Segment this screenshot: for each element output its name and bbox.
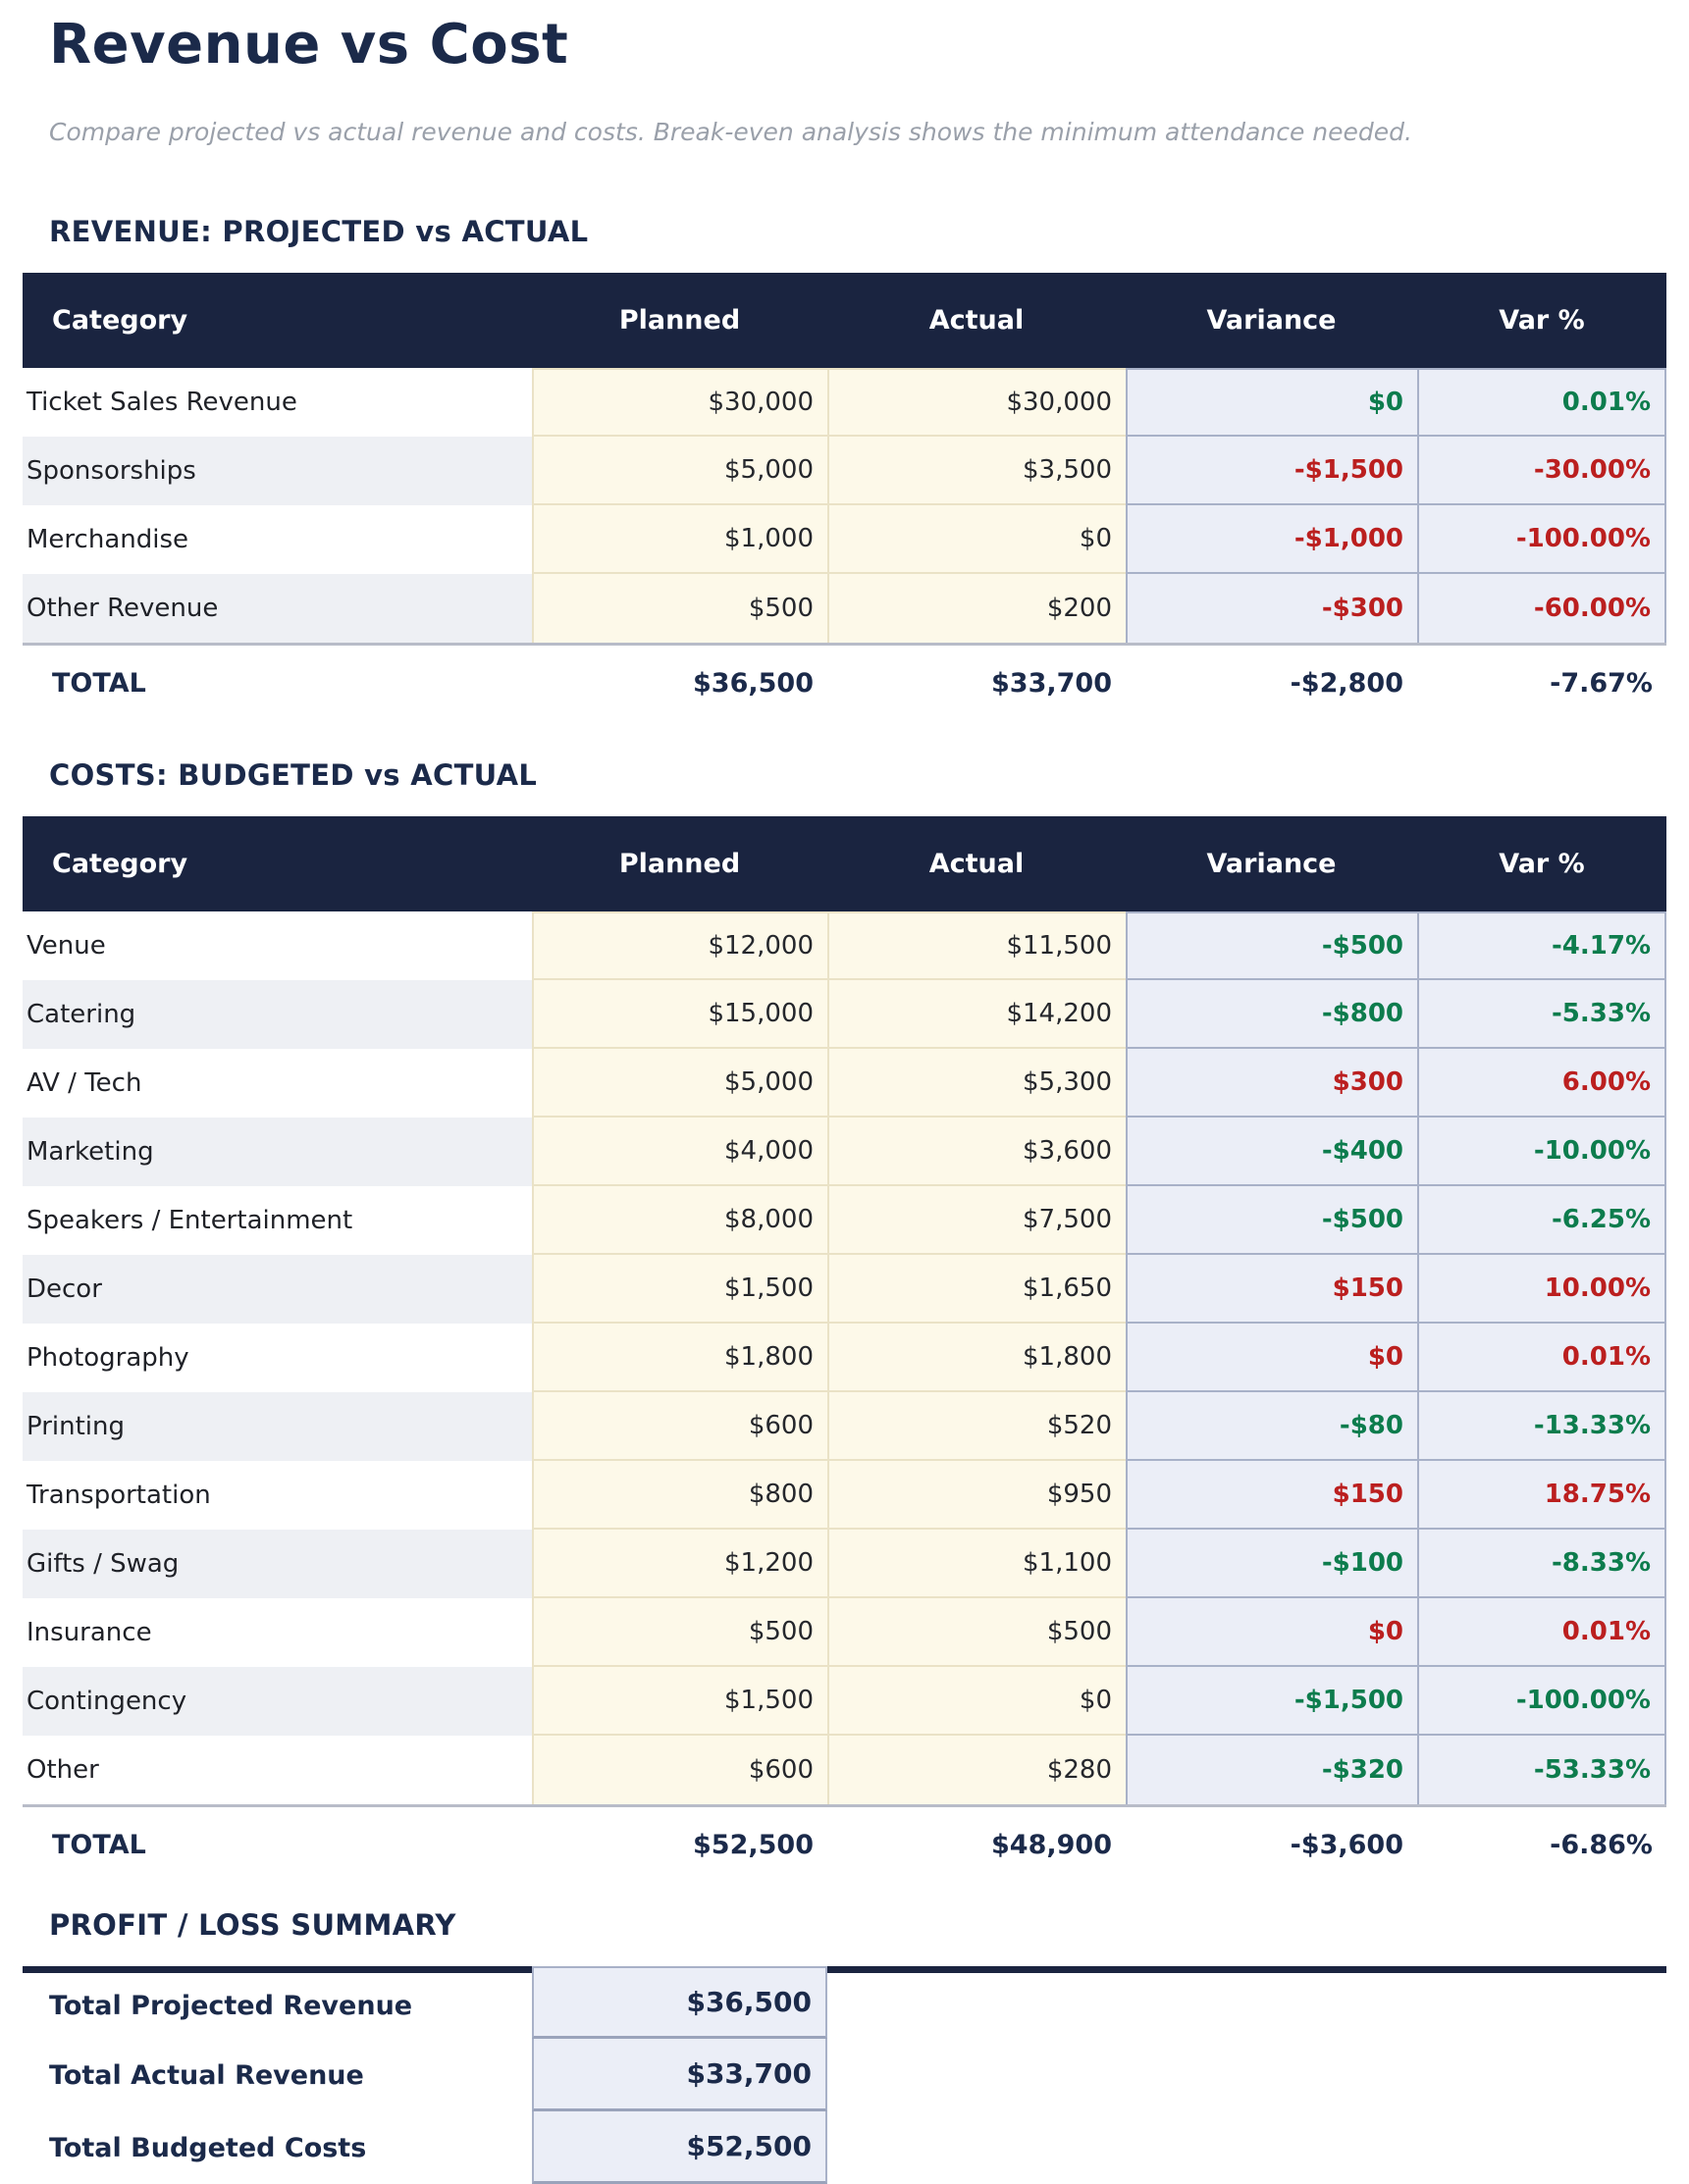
planned-cell: $1,500 bbox=[532, 1255, 827, 1324]
variance-cell: -$1,000 bbox=[1126, 505, 1417, 574]
summary-section-heading: PROFIT / LOSS SUMMARY bbox=[49, 1908, 456, 1943]
category-cell: Sponsorships bbox=[23, 437, 532, 505]
column-header-actual: Actual bbox=[827, 816, 1126, 911]
table-row bbox=[23, 437, 1666, 505]
total-planned: $36,500 bbox=[532, 643, 827, 721]
var-pct-cell: 10.00% bbox=[1417, 1255, 1666, 1324]
planned-cell: $1,000 bbox=[532, 505, 827, 574]
variance-cell: -$80 bbox=[1126, 1392, 1417, 1461]
column-header-category: Category bbox=[23, 816, 532, 911]
total-var-pct: -6.86% bbox=[1417, 1804, 1666, 1883]
planned-cell: $1,800 bbox=[532, 1324, 827, 1392]
column-header-category: Category bbox=[23, 273, 532, 368]
category-cell: Catering bbox=[23, 980, 532, 1049]
category-cell: Gifts / Swag bbox=[23, 1530, 532, 1598]
table-row bbox=[23, 1736, 1666, 1804]
actual-cell: $1,650 bbox=[827, 1255, 1126, 1324]
var-pct-cell: -6.25% bbox=[1417, 1186, 1666, 1255]
actual-cell: $7,500 bbox=[827, 1186, 1126, 1255]
var-pct-cell: -60.00% bbox=[1417, 574, 1666, 643]
page-title: Revenue vs Cost bbox=[49, 13, 569, 77]
column-header-planned: Planned bbox=[532, 816, 827, 911]
column-header-planned: Planned bbox=[532, 273, 827, 368]
var-pct-cell: -53.33% bbox=[1417, 1736, 1666, 1804]
actual-cell: $11,500 bbox=[827, 911, 1126, 980]
planned-cell: $1,500 bbox=[532, 1667, 827, 1736]
total-row bbox=[23, 643, 1666, 721]
actual-cell: $30,000 bbox=[827, 368, 1126, 437]
planned-cell: $600 bbox=[532, 1736, 827, 1804]
actual-cell: $0 bbox=[827, 505, 1126, 574]
total-variance: -$3,600 bbox=[1126, 1804, 1417, 1883]
actual-cell: $14,200 bbox=[827, 980, 1126, 1049]
variance-cell: -$300 bbox=[1126, 574, 1417, 643]
costs-section bbox=[23, 758, 1666, 1883]
category-cell: Printing bbox=[23, 1392, 532, 1461]
total-actual: $48,900 bbox=[827, 1804, 1126, 1883]
profit-loss-summary-section bbox=[23, 1908, 1666, 2184]
summary-filler bbox=[827, 2039, 1666, 2111]
revenue-table-header bbox=[23, 273, 1666, 368]
var-pct-cell: 18.75% bbox=[1417, 1461, 1666, 1530]
total-var-pct: -7.67% bbox=[1417, 643, 1666, 721]
planned-cell: $800 bbox=[532, 1461, 827, 1530]
summary-row bbox=[23, 2039, 1666, 2111]
actual-cell: $0 bbox=[827, 1667, 1126, 1736]
table-row bbox=[23, 1667, 1666, 1736]
revenue-table bbox=[23, 273, 1666, 721]
actual-cell: $5,300 bbox=[827, 1049, 1126, 1118]
variance-cell: -$400 bbox=[1126, 1118, 1417, 1186]
costs-section-heading: COSTS: BUDGETED vs ACTUAL bbox=[49, 758, 538, 793]
planned-cell: $500 bbox=[532, 1598, 827, 1667]
costs-table-header bbox=[23, 816, 1666, 911]
planned-cell: $12,000 bbox=[532, 911, 827, 980]
summary-label: Total Projected Revenue bbox=[23, 1966, 532, 2039]
actual-cell: $3,500 bbox=[827, 437, 1126, 505]
table-row bbox=[23, 574, 1666, 643]
category-cell: Insurance bbox=[23, 1598, 532, 1667]
table-row bbox=[23, 1324, 1666, 1392]
var-pct-cell: 0.01% bbox=[1417, 1598, 1666, 1667]
total-actual: $33,700 bbox=[827, 643, 1126, 721]
actual-cell: $950 bbox=[827, 1461, 1126, 1530]
planned-cell: $15,000 bbox=[532, 980, 827, 1049]
variance-cell: -$800 bbox=[1126, 980, 1417, 1049]
variance-cell: -$500 bbox=[1126, 1186, 1417, 1255]
variance-cell: $0 bbox=[1126, 368, 1417, 437]
total-row bbox=[23, 1804, 1666, 1883]
var-pct-cell: 0.01% bbox=[1417, 1324, 1666, 1392]
revenue-section bbox=[23, 215, 1666, 721]
variance-cell: $150 bbox=[1126, 1461, 1417, 1530]
summary-value: $33,700 bbox=[532, 2039, 827, 2111]
category-cell: Decor bbox=[23, 1255, 532, 1324]
actual-cell: $500 bbox=[827, 1598, 1126, 1667]
total-variance: -$2,800 bbox=[1126, 643, 1417, 721]
variance-cell: -$100 bbox=[1126, 1530, 1417, 1598]
category-cell: Transportation bbox=[23, 1461, 532, 1530]
planned-cell: $5,000 bbox=[532, 437, 827, 505]
revenue-section-heading: REVENUE: PROJECTED vs ACTUAL bbox=[49, 215, 589, 249]
actual-cell: $200 bbox=[827, 574, 1126, 643]
actual-cell: $3,600 bbox=[827, 1118, 1126, 1186]
var-pct-cell: 6.00% bbox=[1417, 1049, 1666, 1118]
table-row bbox=[23, 1461, 1666, 1530]
var-pct-cell: -13.33% bbox=[1417, 1392, 1666, 1461]
planned-cell: $30,000 bbox=[532, 368, 827, 437]
total-label: TOTAL bbox=[23, 643, 532, 721]
category-cell: Other bbox=[23, 1736, 532, 1804]
table-row bbox=[23, 911, 1666, 980]
column-header-actual: Actual bbox=[827, 273, 1126, 368]
category-cell: Ticket Sales Revenue bbox=[23, 368, 532, 437]
category-cell: Speakers / Entertainment bbox=[23, 1186, 532, 1255]
summary-value: $36,500 bbox=[532, 1966, 827, 2039]
total-planned: $52,500 bbox=[532, 1804, 827, 1883]
actual-cell: $280 bbox=[827, 1736, 1126, 1804]
actual-cell: $1,800 bbox=[827, 1324, 1126, 1392]
category-cell: AV / Tech bbox=[23, 1049, 532, 1118]
planned-cell: $4,000 bbox=[532, 1118, 827, 1186]
table-row bbox=[23, 1530, 1666, 1598]
category-cell: Marketing bbox=[23, 1118, 532, 1186]
summary-table bbox=[23, 1966, 1666, 2184]
planned-cell: $500 bbox=[532, 574, 827, 643]
costs-table bbox=[23, 816, 1666, 1883]
page-subtitle: Compare projected vs actual revenue and costs. Break-even analysis shows the minimum attendance needed. bbox=[49, 118, 1412, 147]
table-row bbox=[23, 1049, 1666, 1118]
table-row bbox=[23, 1255, 1666, 1324]
variance-cell: -$320 bbox=[1126, 1736, 1417, 1804]
total-label: TOTAL bbox=[23, 1804, 532, 1883]
category-cell: Merchandise bbox=[23, 505, 532, 574]
table-row bbox=[23, 368, 1666, 437]
table-row bbox=[23, 980, 1666, 1049]
planned-cell: $8,000 bbox=[532, 1186, 827, 1255]
table-row bbox=[23, 1186, 1666, 1255]
table-row bbox=[23, 1392, 1666, 1461]
summary-filler bbox=[827, 2111, 1666, 2184]
variance-cell: $300 bbox=[1126, 1049, 1417, 1118]
column-header-var-pct: Var % bbox=[1417, 816, 1666, 911]
planned-cell: $600 bbox=[532, 1392, 827, 1461]
var-pct-cell: -100.00% bbox=[1417, 1667, 1666, 1736]
variance-cell: $150 bbox=[1126, 1255, 1417, 1324]
planned-cell: $5,000 bbox=[532, 1049, 827, 1118]
column-header-var-pct: Var % bbox=[1417, 273, 1666, 368]
table-row bbox=[23, 1118, 1666, 1186]
var-pct-cell: -4.17% bbox=[1417, 911, 1666, 980]
column-header-variance: Variance bbox=[1126, 273, 1417, 368]
summary-value: $52,500 bbox=[532, 2111, 827, 2184]
variance-cell: -$1,500 bbox=[1126, 1667, 1417, 1736]
variance-cell: $0 bbox=[1126, 1324, 1417, 1392]
table-row bbox=[23, 1598, 1666, 1667]
category-cell: Venue bbox=[23, 911, 532, 980]
actual-cell: $520 bbox=[827, 1392, 1126, 1461]
variance-cell: -$500 bbox=[1126, 911, 1417, 980]
summary-filler bbox=[827, 1966, 1666, 2039]
actual-cell: $1,100 bbox=[827, 1530, 1126, 1598]
category-cell: Other Revenue bbox=[23, 574, 532, 643]
column-header-variance: Variance bbox=[1126, 816, 1417, 911]
var-pct-cell: -100.00% bbox=[1417, 505, 1666, 574]
var-pct-cell: -30.00% bbox=[1417, 437, 1666, 505]
category-cell: Contingency bbox=[23, 1667, 532, 1736]
var-pct-cell: -5.33% bbox=[1417, 980, 1666, 1049]
planned-cell: $1,200 bbox=[532, 1530, 827, 1598]
variance-cell: -$1,500 bbox=[1126, 437, 1417, 505]
category-cell: Photography bbox=[23, 1324, 532, 1392]
var-pct-cell: -10.00% bbox=[1417, 1118, 1666, 1186]
table-row bbox=[23, 505, 1666, 574]
summary-row bbox=[23, 1966, 1666, 2039]
var-pct-cell: -8.33% bbox=[1417, 1530, 1666, 1598]
variance-cell: $0 bbox=[1126, 1598, 1417, 1667]
summary-label: Total Actual Revenue bbox=[49, 2059, 364, 2091]
var-pct-cell: 0.01% bbox=[1417, 368, 1666, 437]
summary-row bbox=[23, 2111, 1666, 2184]
summary-label: Total Budgeted Costs bbox=[49, 2132, 367, 2163]
